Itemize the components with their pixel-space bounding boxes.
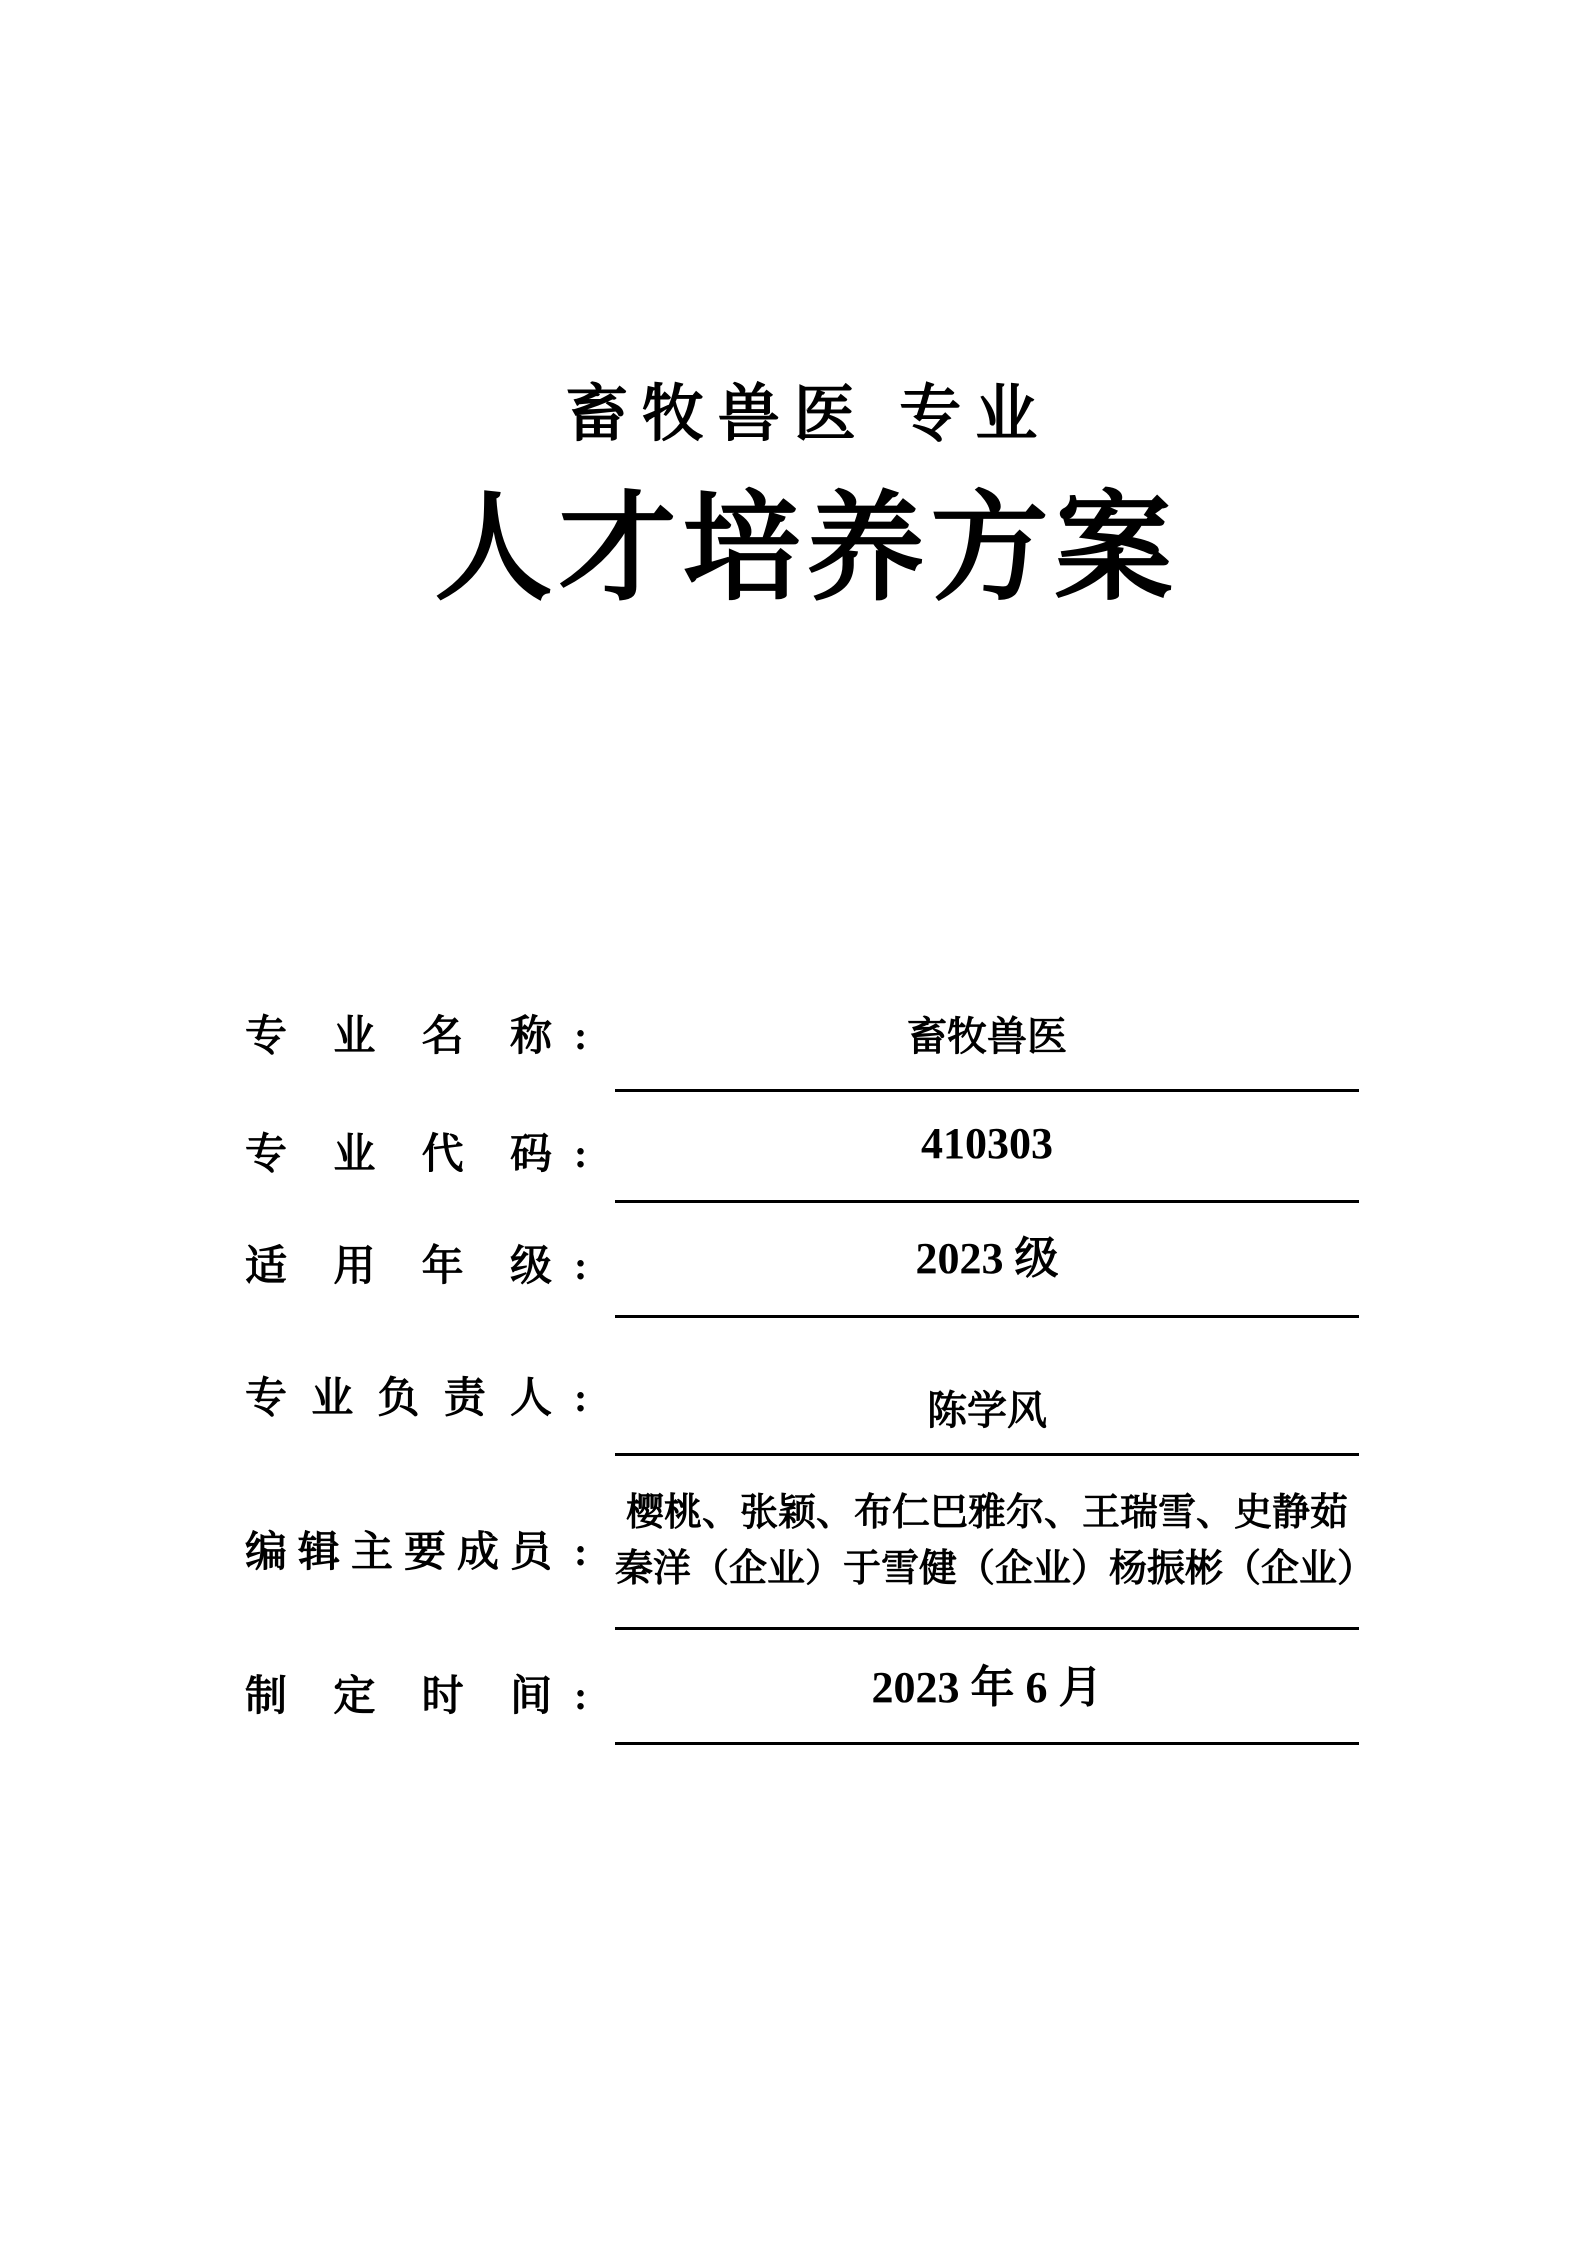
title-main: 人才培养方案 [434,484,1179,615]
major-name-colon: : [574,1013,588,1058]
date-label: 制定时间 [245,1674,552,1720]
program-leader-value: 陈学风 [927,1388,1047,1433]
major-code-underline [615,1113,1359,1203]
major-name-label: 专业名称 [245,1014,552,1060]
date-underline [615,1655,1359,1745]
form-row-program-leader [0,1366,1587,1456]
editors-value [615,1485,1376,1597]
form-row-cohort-year [0,1228,1587,1318]
program-leader-underline [615,1366,1359,1456]
program-leader-label: 专业负责人 [245,1376,552,1422]
major-name-value: 畜牧兽医 [907,1014,1067,1059]
major-code-label: 专业代码 [245,1132,552,1178]
editors-value-line-1: 樱桃、张颖、布仁巴雅尔、王瑞雪、史静茹 [625,1492,1348,1534]
form-row-major-code [0,1113,1587,1203]
form-row-major-name [0,1002,1587,1092]
date-value: 2023 年 6 月 [871,1663,1103,1712]
major-code-colon: : [574,1131,588,1176]
major-code-value: 410303 [921,1119,1053,1168]
editors-value-line-2: 秦洋（企业）于雪健（企业）杨振彬（企业） [615,1548,1376,1590]
editors-colon: : [574,1529,588,1574]
date-colon: : [574,1673,588,1718]
cohort-year-value: 2023 级 [915,1234,1059,1283]
cohort-year-underline [615,1228,1359,1318]
cohort-year-colon: : [574,1243,588,1288]
title-major-line: 畜牧兽医 专业 [565,381,1052,449]
editors-label: 编辑主要成员 [245,1530,552,1576]
form-row-editors [0,1480,1587,1630]
program-leader-colon: : [574,1375,588,1420]
form-row-date [0,1655,1587,1745]
editors-underline [615,1480,1376,1630]
major-name-underline [615,1002,1359,1092]
cohort-year-label: 适用年级 [245,1244,552,1290]
